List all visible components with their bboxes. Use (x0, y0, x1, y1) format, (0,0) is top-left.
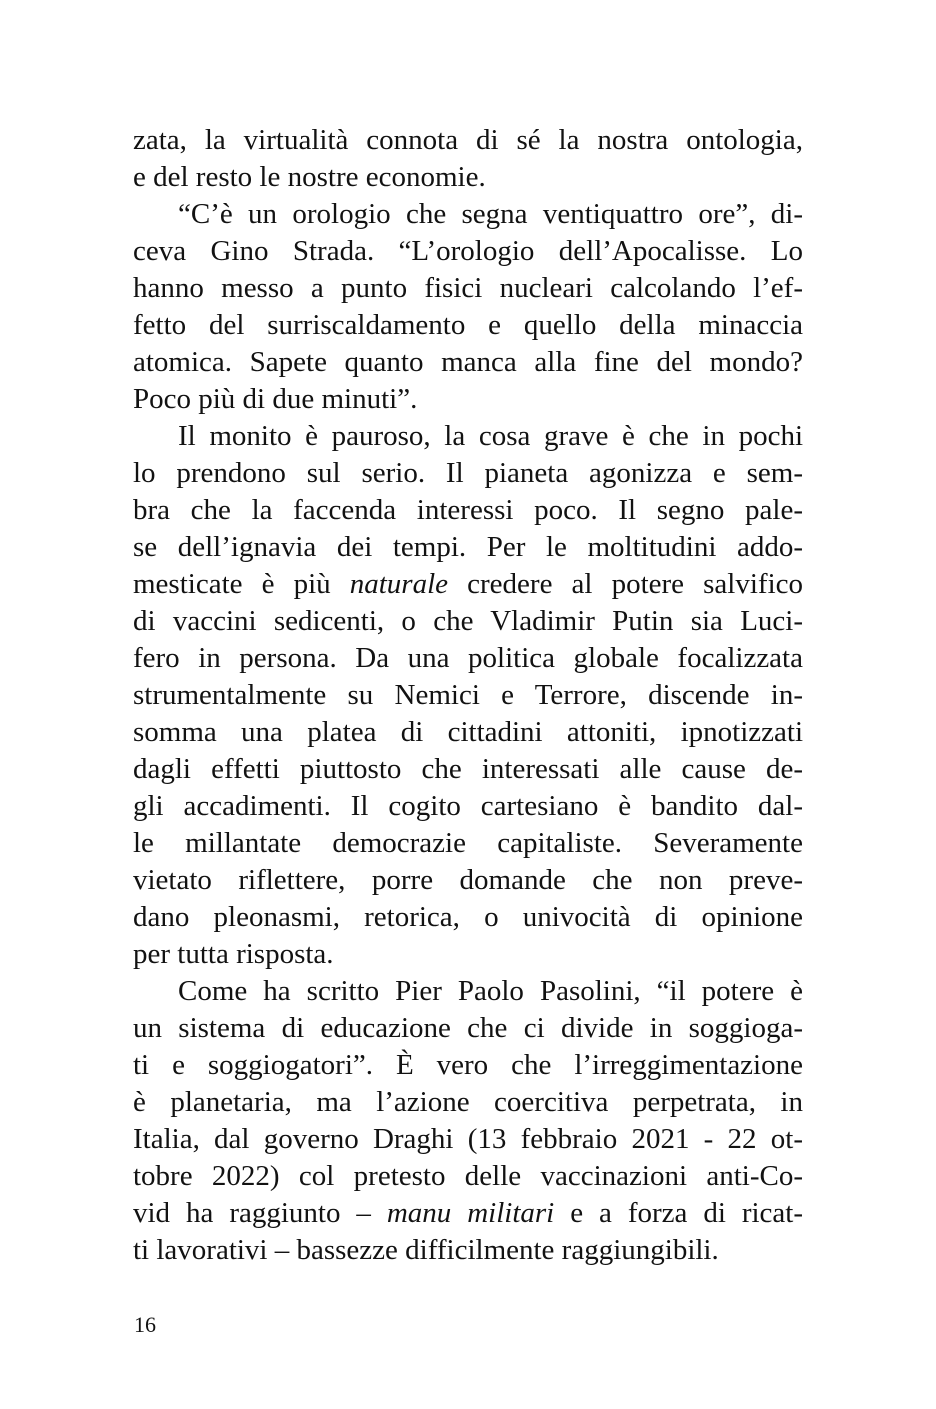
text-line (133, 159, 803, 196)
text-line (133, 677, 803, 714)
text-line (133, 455, 803, 492)
text-segment: fero in persona. Da una politica globale focalizzata (133, 642, 803, 674)
text-segment: bra che la faccenda interessi poco. Il segno pale- (133, 494, 803, 526)
text-line (133, 862, 803, 899)
page-number: 16 (134, 1312, 156, 1337)
text-line (133, 825, 803, 862)
text-segment: ti lavorativi – bassezze difficilmente raggiungibili. (133, 1234, 719, 1266)
text-line (133, 640, 803, 677)
text-segment: Come ha scritto Pier Paolo Pasolini, “il potere è (178, 975, 803, 1007)
text-line (133, 233, 803, 270)
italic-text: manu militari (386, 1197, 555, 1229)
text-line (133, 788, 803, 825)
text-segment: dano pleonasmi, retorica, o univocità di opinione (133, 901, 803, 933)
text-segment: ceva Gino Strada. “L’orologio dell’Apocalisse. Lo (133, 235, 803, 267)
text-line (133, 529, 803, 566)
text-segment: somma una platea di cittadini attoniti, ipnotizzati (133, 716, 803, 748)
text-segment: e del resto le nostre economie. (133, 161, 486, 193)
text-line (133, 122, 803, 159)
text-segment: vietato riflettere, porre domande che non preve- (133, 864, 803, 896)
text-line (133, 270, 803, 307)
text-segment: e a forza di ricat- (554, 1197, 803, 1229)
text-segment: credere al potere salvifico (448, 568, 803, 600)
text-segment: zata, la virtualità connota di sé la nostra ontologia, (133, 124, 803, 156)
text-line (133, 1084, 803, 1121)
text-line (133, 1010, 803, 1047)
text-line (133, 418, 803, 455)
text-line (133, 603, 803, 640)
text-segment: atomica. Sapete quanto manca alla fine del mondo? (133, 346, 803, 378)
text-line (133, 381, 803, 418)
text-segment: Il monito è pauroso, la cosa grave è che in pochi (178, 420, 803, 452)
text-segment: fetto del surriscaldamento e quello della minaccia (133, 309, 803, 341)
text-segment: Poco più di due minuti”. (133, 383, 418, 415)
text-segment: se dell’ignavia dei tempi. Per le moltitudini addo- (133, 531, 803, 563)
text-line (133, 714, 803, 751)
text-line (133, 344, 803, 381)
text-line (133, 936, 803, 973)
text-segment: dagli effetti piuttosto che interessati alle cause de- (133, 753, 803, 785)
text-segment: strumentalmente su Nemici e Terrore, discende in- (133, 679, 803, 711)
text-line (133, 751, 803, 788)
italic-text: naturale (349, 568, 449, 600)
text-segment: di vaccini sedicenti, o che Vladimir Putin sia Luci- (133, 605, 803, 637)
text-line (133, 566, 803, 603)
text-segment: Italia, dal governo Draghi (13 febbraio 2021 - 22 ot- (133, 1123, 803, 1155)
text-line (133, 1121, 803, 1158)
text-line (133, 307, 803, 344)
text-segment: lo prendono sul serio. Il pianeta agonizza e sem- (133, 457, 803, 489)
text-segment: ti e soggiogatori”. È vero che l’irreggimentazione (133, 1049, 803, 1081)
text-segment: “C’è un orologio che segna ventiquattro ore”, di- (178, 198, 803, 230)
text-line (133, 1232, 803, 1269)
text-line (133, 973, 803, 1010)
text-segment: tobre 2022) col pretesto delle vaccinazioni anti-Co- (133, 1160, 803, 1192)
text-segment: mesticate è più (133, 568, 350, 600)
text-segment: vid ha raggiunto – (133, 1197, 387, 1229)
text-segment: è planetaria, ma l’azione coercitiva perpetrata, in (133, 1086, 803, 1118)
text-segment: hanno messo a punto fisici nucleari calcolando l’ef- (133, 272, 803, 304)
text-segment: per tutta risposta. (133, 938, 334, 970)
text-line (133, 1195, 803, 1232)
text-line (133, 1158, 803, 1195)
text-segment: un sistema di educazione che ci divide in soggioga- (133, 1012, 803, 1044)
text-segment: le millantate democrazie capitaliste. Severamente (133, 827, 803, 859)
text-line (133, 196, 803, 233)
text-block (133, 122, 803, 1269)
text-line (133, 1047, 803, 1084)
text-segment: gli accadimenti. Il cogito cartesiano è bandito dal- (133, 790, 803, 822)
text-line (133, 492, 803, 529)
text-line (133, 899, 803, 936)
